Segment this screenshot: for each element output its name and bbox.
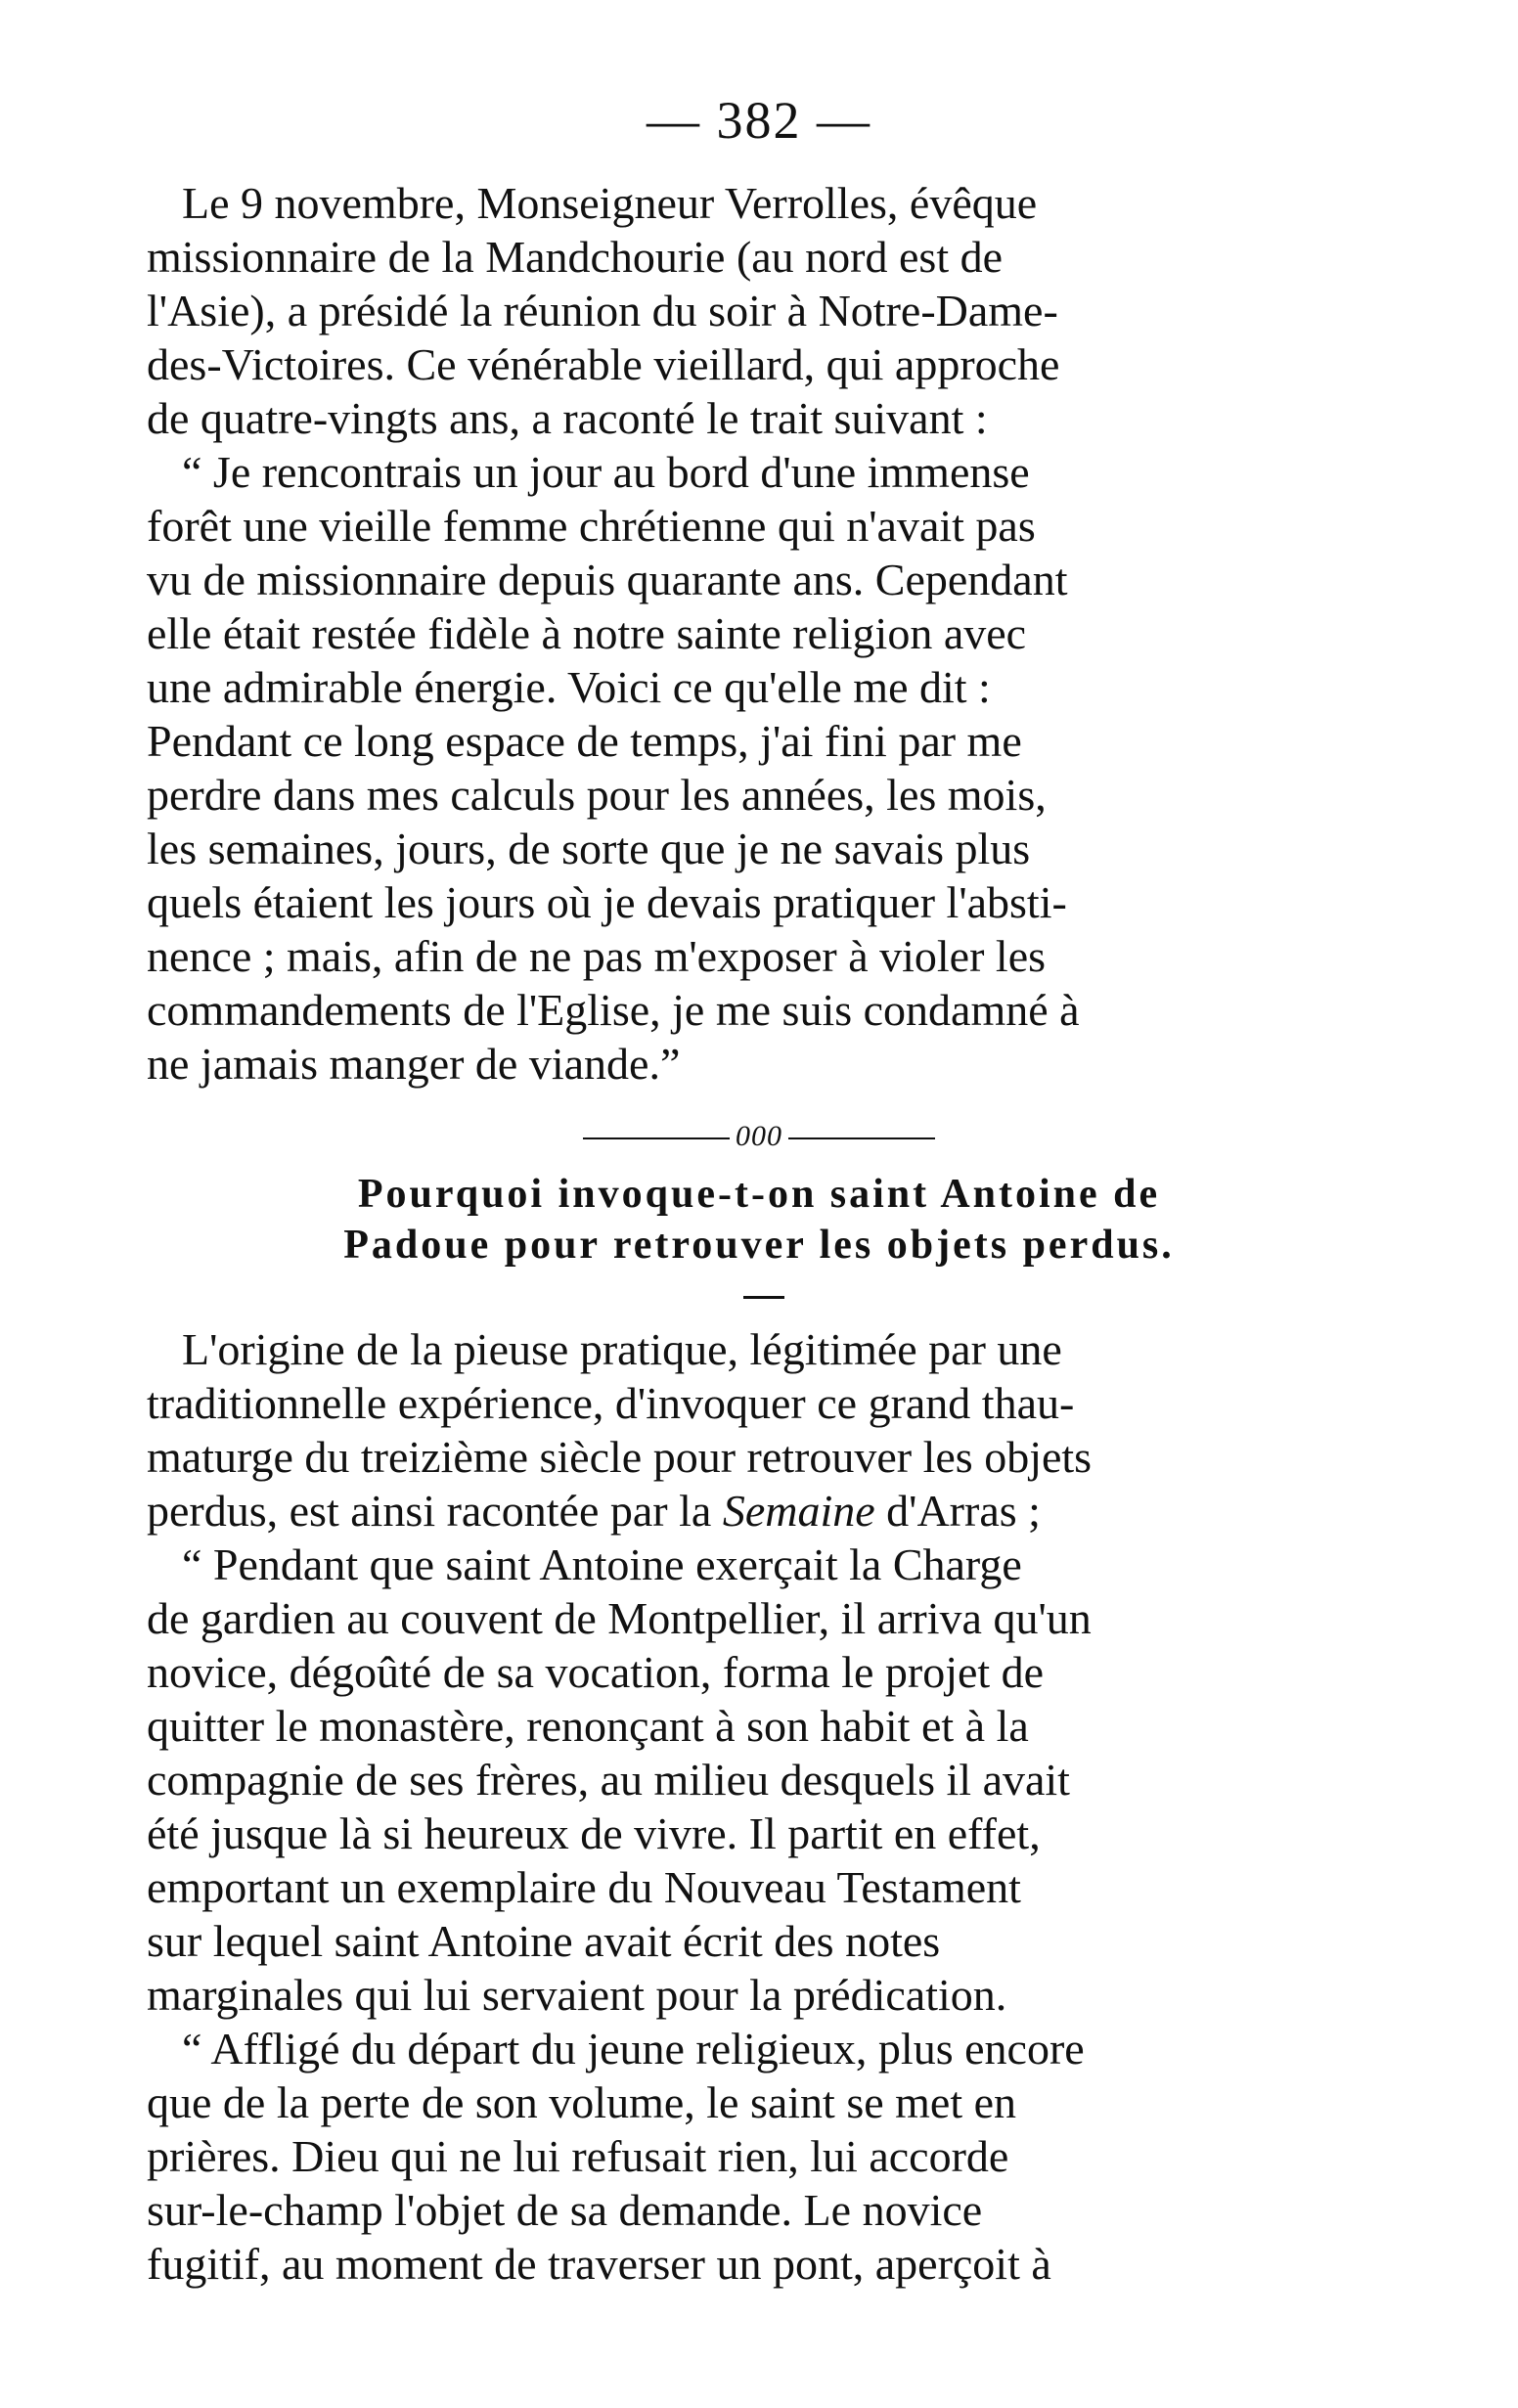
text-line: ne jamais manger de viande.” [147,1039,681,1089]
italic-title: Semaine [722,1486,875,1536]
text-line: novice, dégoûté de sa vocation, forma le projet de [147,1647,1045,1697]
text-line: compagnie de ses frères, au milieu desquels il avait [147,1755,1070,1805]
text-line: marginales qui lui servaient pour la prédication. [147,1970,1007,2020]
text-line: “ Je rencontrais un jour au bord d'une immense [182,447,1030,497]
separator-rule [788,1137,935,1139]
paragraph-prayer [147,2022,1369,2291]
text-line: emportant un exemplaire du Nouveau Testament [147,1862,1021,1912]
text-line: traditionnelle expérience, d'invoquer ce grand thau- [147,1378,1075,1428]
text-line: commandements de l'Eglise, je me suis condamné à [147,985,1080,1035]
paragraph-verrolles [147,176,1369,1091]
separator-rule [583,1137,730,1139]
text-line: de quatre-vingts ans, a raconté le trait suivant : [147,393,988,443]
text-segment: d'Arras ; [874,1486,1041,1536]
text-line: sur-le-champ l'objet de sa demande. Le novice [147,2185,983,2235]
text-line: nence ; mais, afin de ne pas m'exposer à violer les [147,931,1047,981]
text-line: que de la perte de son volume, le saint se met en [147,2077,1017,2127]
text-line: vu de missionnaire depuis quarante ans. Cependant [147,555,1068,604]
page-number: — 382 — [647,91,871,150]
text-line: de gardien au couvent de Montpellier, il arriva qu'un [147,1593,1092,1643]
paragraph-origin [147,1322,1369,1538]
text-line: “ Affligé du départ du jeune religieux, plus encore [182,2024,1085,2074]
text-line: perdre dans mes calculs pour les années, les mois, [147,770,1047,820]
separator-text: 000 [736,1120,782,1152]
text-line: sur lequel saint Antoine avait écrit des notes [147,1916,941,1966]
text-line: maturge du treizième siècle pour retrouver les objets [147,1432,1093,1482]
text-line: des-Victoires. Ce vénérable vieillard, qui approche [147,339,1060,389]
text-line: Le 9 novembre, Monseigneur Verrolles, évêque [182,178,1038,228]
section-heading [0,1169,1518,1271]
text-line-with-italic [147,1484,1369,1538]
text-line: “ Pendant que saint Antoine exerçait la Charge [182,1539,1022,1589]
text-line: L'origine de la pieuse pratique, légitimée par une [182,1324,1062,1374]
text-line: l'Asie), a présidé la réunion du soir à Notre-Dame- [147,286,1058,335]
text-line: les semaines, jours, de sorte que je ne savais plus [147,824,1031,873]
text-line: missionnaire de la Mandchourie (au nord est de [147,232,1004,282]
text-line: fugitif, au moment de traverser un pont, aperçoit à [147,2239,1051,2289]
heading-line: Padoue pour retrouver les objets perdus. [343,1223,1175,1268]
text-line: elle était restée fidèle à notre sainte religion avec [147,608,1027,658]
text-line: une admirable énergie. Voici ce qu'elle me dit : [147,662,991,712]
text-line: forêt une vieille femme chrétienne qui n'avait pas [147,501,1036,551]
text-line: quels étaient les jours où je devais pratiquer l'absti- [147,877,1067,927]
text-line: prières. Dieu qui ne lui refusait rien, lui accorde [147,2131,1009,2181]
heading-line: Pourquoi invoque-t-on saint Antoine de [357,1172,1161,1217]
heading-dash [743,1296,784,1299]
text-line: été jusque là si heureux de vivre. Il partit en effet, [147,1808,1041,1858]
text-segment: perdus, est ainsi racontée par la [147,1486,723,1536]
text-line: Pendant ce long espace de temps, j'ai fini par me [147,716,1022,766]
paragraph-novice [147,1538,1369,2022]
section-separator [0,1120,1518,1153]
text-line: quitter le monastère, renonçant à son habit et à la [147,1701,1029,1751]
